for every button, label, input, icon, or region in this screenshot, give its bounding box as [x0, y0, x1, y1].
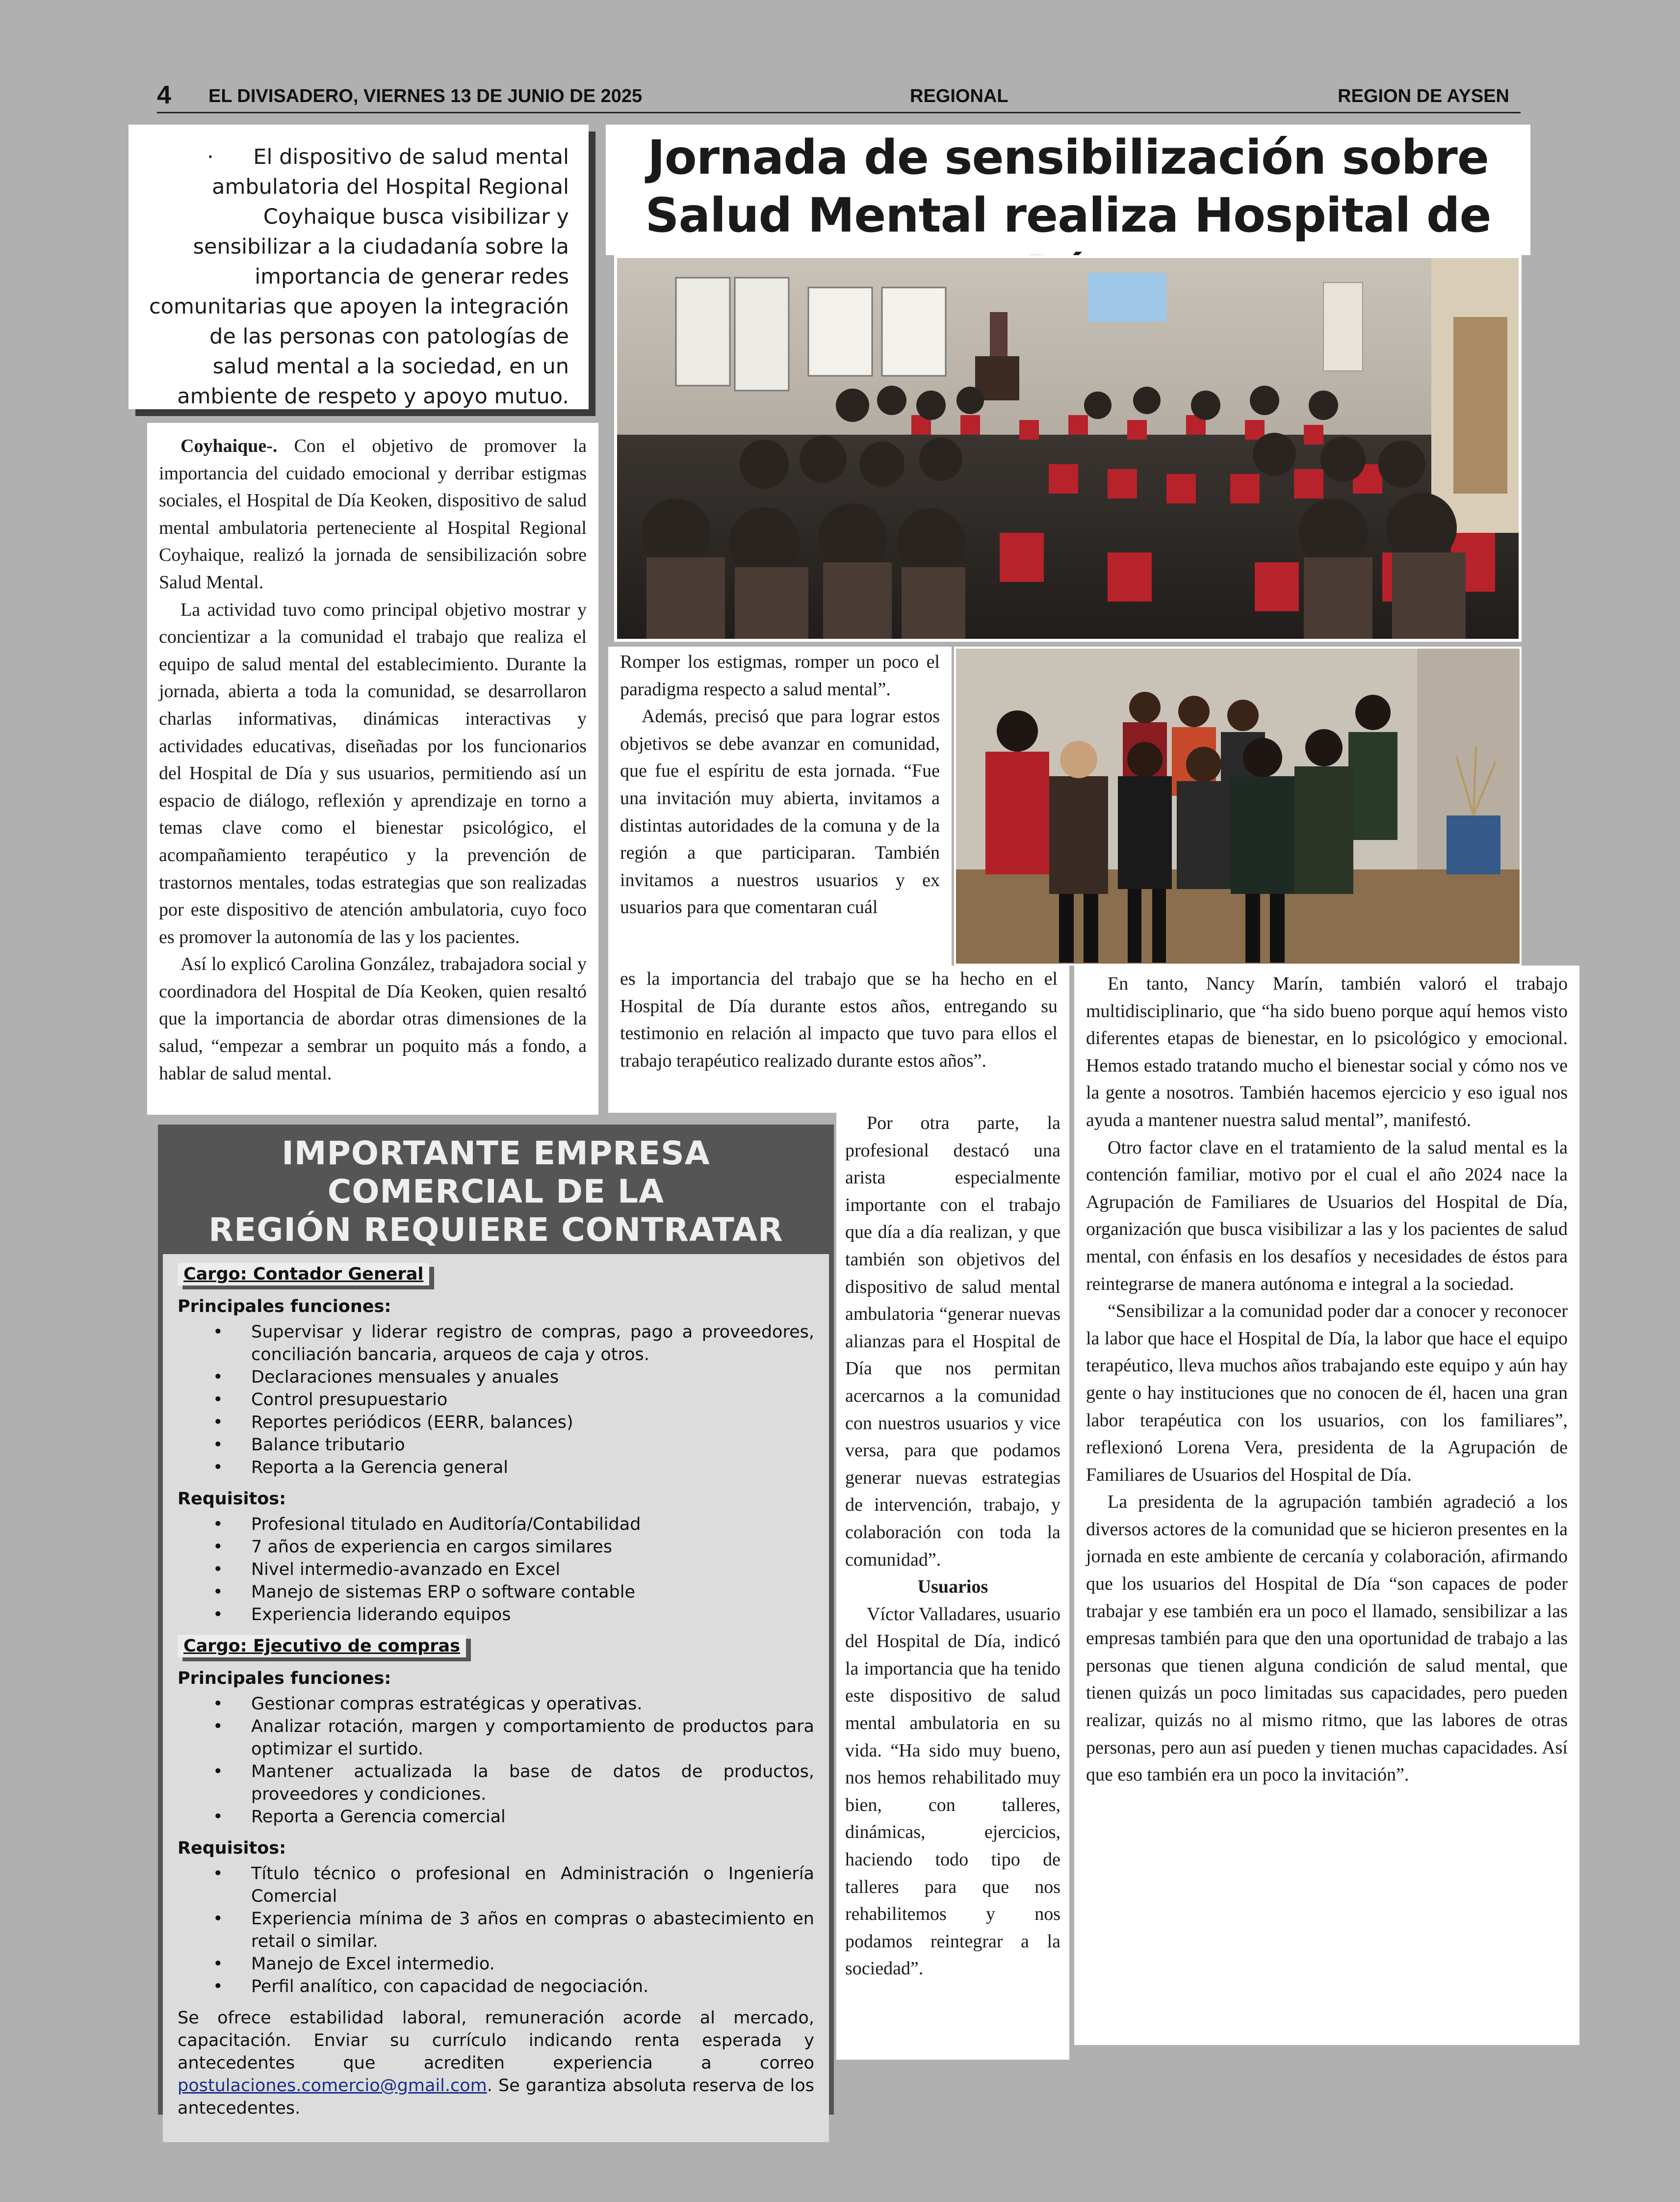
article-column-2-top [608, 647, 952, 966]
list-item: • Experiencia liderando equipos [178, 1603, 814, 1626]
region-label: REGION DE AYSEN [1338, 86, 1509, 106]
list-item: • Analizar rotación, margen y comportamiento de productos para optimizar el surtido. [178, 1715, 814, 1760]
col2-paragraph-1: Romper los estigmas, romper un poco el paradigma respecto a salud mental”. [620, 652, 940, 700]
job1-functions-label: Principales funciones: [178, 1297, 391, 1316]
job-ad-footer-text: Se ofrece estabilidad laboral, remuneración acorde al mercado, capacitación. Enviar su currículo indicando renta esperada y antecedentes que acrediten experiencia a correo [178, 2008, 814, 2073]
col2-paragraph-2-continued: es la importancia del trabajo que se ha hecho en el Hospital de Día durante estos años, entregando su testimonio en relación al impacto que tuvo para ellos el trabajo terapéutico realizado durante estos años”. [620, 969, 1058, 1071]
list-item: • Manejo de sistemas ERP o software contable [178, 1581, 814, 1603]
audience-photo [614, 255, 1522, 642]
job-ad-headline-line-2: REGIÓN REQUIERE CONTRATAR [208, 1211, 783, 1249]
list-item: • Control presupuestario [178, 1389, 814, 1411]
col2-paragraph-2: Además, precisó que para lograr estos objetivos se debe avanzar en comunidad, que fue el espíritu de esta jornada. “Fue una invitación muy abierta, invitamos a distintas autoridades de la comuna y de la región a que participaran. También invitamos a nuestros usuarios y ex usuarios para que comentaran cuál [620, 706, 940, 918]
headline-line-2: Salud Mental realiza Hospital de [645, 188, 1491, 243]
job2-requirements-label: Requisitos: [178, 1838, 286, 1858]
job-ad-headline [163, 1125, 829, 1254]
job1-requirements-label: Requisitos: [178, 1489, 286, 1509]
col1-paragraph-3: Así lo explicó Carolina González, trabajadora social y coordinadora del Hospital de Día Keoken, quien resaltó que la importancia de abordar otras dimensiones de la salud, “empezar a sembrar un poquito más a fondo, a hablar de salud mental. [159, 954, 587, 1084]
page-number: 4 [157, 81, 171, 109]
list-item: • Manejo de Excel intermedio. [178, 1953, 814, 1975]
job2-requirements-list [178, 1862, 814, 1998]
col3-subhead: Usuarios [917, 1576, 988, 1598]
job2-functions-list [178, 1693, 814, 1828]
col1-paragraph-1: Con el objetivo de promover la importancia del cuidado emocional y derribar estigmas sociales, el Hospital de Día Keoken, dispositivo de salud mental ambulatoria perteneciente al Hospital Regional Coyhaique, realizó la jornada de sensibilización sobre Salud Mental. [159, 436, 587, 593]
col3-paragraph-1: Por otra parte, la profesional destacó una arista especialmente importante con el trabajo que día a día realizan, y que también son objetivos del dispositivo de salud mental ambulatoria “generar nuevas alianzas para el Hospital de Día que nos permitan acercarnos a la comunidad con nuestros usuarios y vice versa, para que podamos generar nuevas estrategias de intervención, trabajo, y colaboración con toda la comunidad”. [845, 1113, 1060, 1570]
lead-bullet: · [207, 145, 214, 169]
job-ad-body [163, 1254, 829, 2142]
list-item: • Reporta a la Gerencia general [178, 1456, 814, 1479]
list-item: • Balance tributario [178, 1434, 814, 1456]
list-item: • Supervisar y liderar registro de compras, pago a proveedores, conciliación bancaria, arqueos de caja y otros. [178, 1321, 814, 1366]
list-item: • Experiencia mínima de 3 años en compras o abastecimiento en retail o similar. [178, 1908, 814, 1953]
list-item: • Mantener actualizada la base de datos de productos, proveedores y condiciones. [178, 1760, 814, 1806]
article-column-3 [836, 1108, 1069, 2060]
section-label: REGIONAL [910, 86, 1008, 106]
job-ad [158, 1125, 834, 2118]
group-photo-illustration [956, 649, 1520, 964]
job-ad-headline-line-1: IMPORTANTE EMPRESA COMERCIAL DE LA [282, 1134, 710, 1210]
list-item: • Reporta a Gerencia comercial [178, 1806, 814, 1828]
col4-paragraph-2: Otro factor clave en el tratamiento de la salud mental es la contención familiar, motivo por el cual el año 2024 nace la Agrupación de Familiares de Usuarios del Hospital de Día, organización que busca visibilizar a las y los pacientes de salud mental, con énfasis en los desafíos y necesidades de éstos para reintegrarse de manera autónoma e integral a la sociedad. [1086, 1137, 1568, 1294]
article-column-4 [1074, 966, 1579, 2045]
lead-summary [129, 125, 589, 409]
contact-email-link[interactable]: postulaciones.comercio@gmail.com [178, 2076, 487, 2096]
col3-paragraph-2: Víctor Valladares, usuario del Hospital de Día, indicó la importancia que ha tenido este dispositivo de salud mental ambulatoria en su vida. “Ha sido muy bueno, nos hemos rehabilitado muy bien, con talleres, dinámicas, ejercicios, haciendo todo tipo de talleres para que nos rehabilitemos y nos podamos reintegrar a la sociedad”. [845, 1603, 1061, 1979]
list-item: • 7 años de experiencia en cargos similares [178, 1536, 814, 1558]
col4-paragraph-3: “Sensibilizar a la comunidad poder dar a conocer y reconocer la labor que hace el Hospital de Día, la labor que hace el equipo terapéutico, lleva muchos años trabajando este equipo y aún hay gente o hay instituciones que no conocen de él, hacen una gran labor terapéutica con los usuarios, con los familiares”, reflexionó Lorena Vera, presidenta de la Agrupación de Familiares de Usuarios del Hospital de Día. [1086, 1301, 1568, 1485]
article-column-1 [147, 423, 598, 1115]
headline-line-1: Jornada de sensibilización sobre [647, 130, 1489, 185]
list-item: • Gestionar compras estratégicas y operativas. [178, 1693, 814, 1715]
headline [606, 125, 1530, 255]
job2-functions-label: Principales funciones: [178, 1669, 391, 1688]
list-item: • Perfil analítico, con capacidad de negociación. [178, 1975, 814, 1998]
lead-text: El dispositivo de salud mental ambulatoria del Hospital Regional Coyhaique busca visibilizar y sensibilizar a la ciudadanía sobre la importancia de generar redes comunitarias que apoyen la integración de las personas con patologías de salud mental a la sociedad, en un ambiente de respeto y apoyo mutuo. [149, 145, 569, 409]
list-item: • Declaraciones mensuales y anuales [178, 1366, 814, 1389]
list-item: • Nivel intermedio-avanzado en Excel [178, 1558, 814, 1581]
job1-title: Cargo: Contador General [178, 1263, 429, 1285]
group-photo [954, 647, 1522, 966]
job-ad-footer-closing: . Se garantiza absoluta reserva de los antecedentes. [178, 2076, 814, 2118]
audience-photo-illustration [617, 258, 1519, 639]
article-column-2-bottom [608, 966, 1069, 1113]
col4-paragraph-1: En tanto, Nancy Marín, también valoró el trabajo multidisciplinario, que “ha sido bueno porque aquí hemos visto diferentes etapas de bienestar, en lo psicológico y emocional. Hemos estado tratando mucho el bienestar social y cómo nos ve la gente a nosotros. También hacemos ejercicio y eso igual nos ayuda a mantener nuestra salud mental”, manifestó. [1086, 973, 1568, 1130]
list-item: • Reportes periódicos (EERR, balances) [178, 1411, 814, 1434]
dateline: Coyhaique-. [181, 436, 278, 456]
col4-paragraph-4: La presidenta de la agrupación también agradeció a los diversos actores de la comunidad que se hicieron presentes en la jornada en este ambiente de cercanía y colaboración, afirmando que los usuarios del Hospital de Día “son capaces de poder trabajar y ese también era un poco el llamado, sensibilizar a las empresas también para que den una oportunidad de trabajo a las personas que tienen alguna condición de salud mental, que tienen quizás un poco limitadas sus capacidades, pero pueden realizar, quizás no al mismo ritmo, que las labores de otras personas, pero aun así pueden y tienen muchas capacidades. Así que eso también era un poco la invitación”. [1086, 1492, 1568, 1785]
job1-requirements-list [178, 1513, 814, 1626]
publication-dateline: EL DIVISADERO, VIERNES 13 DE JUNIO DE 2025 [208, 86, 643, 106]
job-ad-footer [178, 2007, 814, 2120]
list-item: • Título técnico o profesional en Administración o Ingeniería Comercial [178, 1862, 814, 1908]
header-rule [157, 112, 1521, 113]
col1-paragraph-2: La actividad tuvo como principal objetivo mostrar y concientizar a la comunidad el trabajo que realiza el equipo de salud mental del establecimiento. Durante la jornada, abierta a toda la comunidad, se desarrollaron charlas informativas, dinámicas interactivas y actividades educativas, diseñadas por los funcionarios del Hospital de Día y sus usuarios, permitiendo así un espacio de diálogo, reflexión y aprendizaje en torno a temas clave como el bienestar psicológico, el acompañamiento terapéutico y la prevención de trastornos mentales, todas estrategias que son realizadas por este dispositivo de atención ambulatoria, cuyo foco es promover la autonomía de las y los pacientes. [159, 599, 587, 947]
job1-functions-list [178, 1321, 814, 1479]
list-item: • Profesional titulado en Auditoría/Contabilidad [178, 1513, 814, 1536]
job2-title: Cargo: Ejecutivo de compras [178, 1635, 466, 1657]
